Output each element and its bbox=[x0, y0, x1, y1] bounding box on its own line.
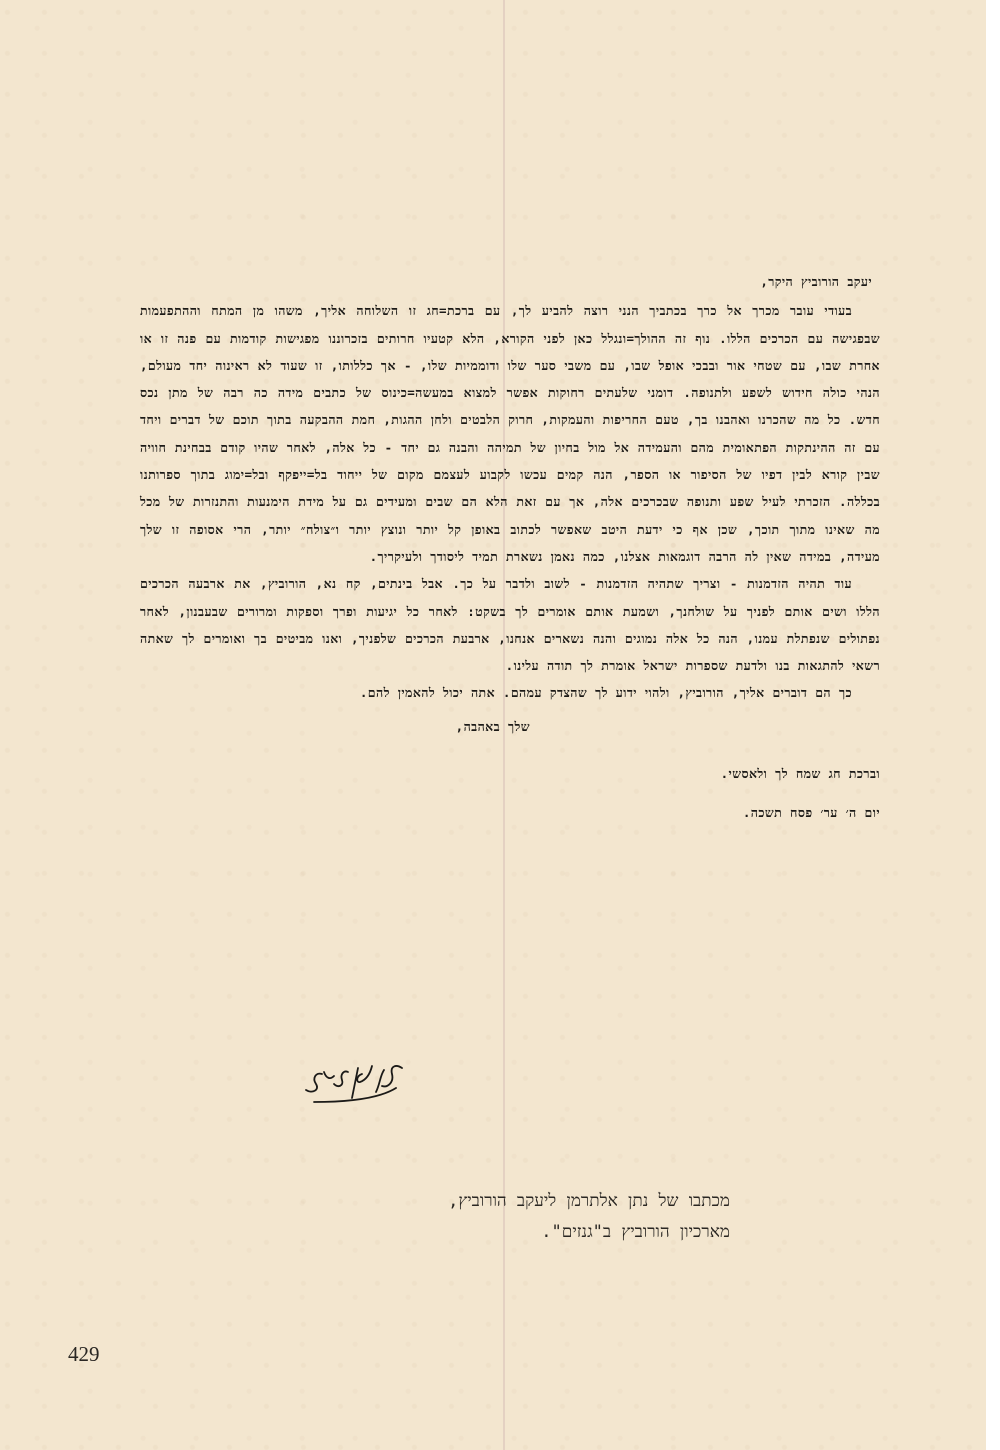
page-margin bbox=[986, 0, 1000, 1450]
letter-paragraph: כך הם דוברים אליך, הורוביץ, ולהוי ידוע לך שהצדק עמהם. אתה יכול להאמין להם. bbox=[359, 685, 852, 701]
handwritten-signature bbox=[300, 1058, 410, 1116]
letter-date: יום ה׳ ער׳ פסח תשכה. bbox=[742, 805, 880, 821]
letter-closing: שלך באהבה, bbox=[455, 718, 530, 734]
letter-body bbox=[140, 268, 880, 827]
letter-salutation: יעקב הורוביץ היקר, bbox=[760, 274, 872, 289]
letter-paragraph: בעודי עובר מכרך אל כרך בכתביך הנני רוצה להביע לך, עם ברכת=חג זו השלוחה אליך, משהו מן המתח וההתפעמות שבפגישה עם הכרכים הללו. נוף זה ההולך=ונגלל כאן לפני הקורא, הלא קטעיו חרותים בזכרוננו מפגישות קודמות עם פנה זו או אחרת שבו, עם שטחי אור ובבכי אופל שבו, עם משבי סער שלו ודוממיות שלו, - אך כללותו, זו שעוד לא ראינוה יחד מעולם, הנהי כולה חידוש לשפע ולתנופה. דומני שלעתים רחוקות אפשר למצוא במעשה=כינוס של כתבים מידה כה רבה של מתן נכס חדש. כל מה שהכרנו ואהבנו בך, טעם החריפות והעמקות, חרוק הלבטים ולחן ההגות, חמת ההבקעה בתוך תוכם של דברים ויחד עם זה ההינתקות הפתאומית מהם והעמידה אל מול בחיון של תמיהה והבנה גם יחד - כל אלה, לאחר שהיו קודם בבחינת חוויה שבין קורא לבין דפיו של הסיפור או הספר, הנה קמים עכשו לקבוע לעצמם מקום של ייחוד בל=ייפקף ובל=ימוג בתוך ספרותנו בכללה. הזכרתי לעיל שפע ותנופה שבכרכים אלה, אך עם זאת הלא הם שבים ומעידים גם על מידת הימנעות והתנזרות של מכל מה שאינו מתוך תוכך, שכן אף כי ידעת היטב שאפשר לכתוב באופן קל יותר ונוצץ יותר ו״צולח״ יותר, הרי אסופה זו שלך מעידה, במידה שאין לה הרבה דוגמאות אצלנו, כמה נאמן נשארת תמיד ליסודך ולעיקריך. bbox=[140, 303, 880, 564]
archive-caption bbox=[300, 1186, 730, 1248]
letter-blessing: וברכת חג שמח לך ולאסשי. bbox=[720, 766, 880, 782]
caption-line: מכתבו של נתן אלתרמן ליעקב הורוביץ, bbox=[448, 1191, 730, 1211]
page-number: 429 bbox=[68, 1342, 100, 1366]
caption-line: מארכיון הורוביץ ב"גנזים". bbox=[541, 1222, 730, 1242]
letter-paragraph: עוד תהיה הזדמנות - וצריך שתהיה הזדמנות - לשוב ולדבר על כך. אבל בינתים, קח נא, הורוביץ, את ארבעה הכרכים הללו ושים אותם לפניך על שולחנך, ושמעת אותם אומרים לך בשקט: לאחר כל יגיעות ופרך וספקות ומרורים שבעבנון, לאחר נפתולים שנפתלת עמנו, הנה כל אלה נמוגים והנה נשארים אנחנו, ארבעת הכרכים שלפניך, ואנו מביטים בך ואומרים לך שאתה רשאי להתגאות בנו ולדעת שספרות ישראל אומרת לך תודה עלינו. bbox=[140, 576, 880, 674]
